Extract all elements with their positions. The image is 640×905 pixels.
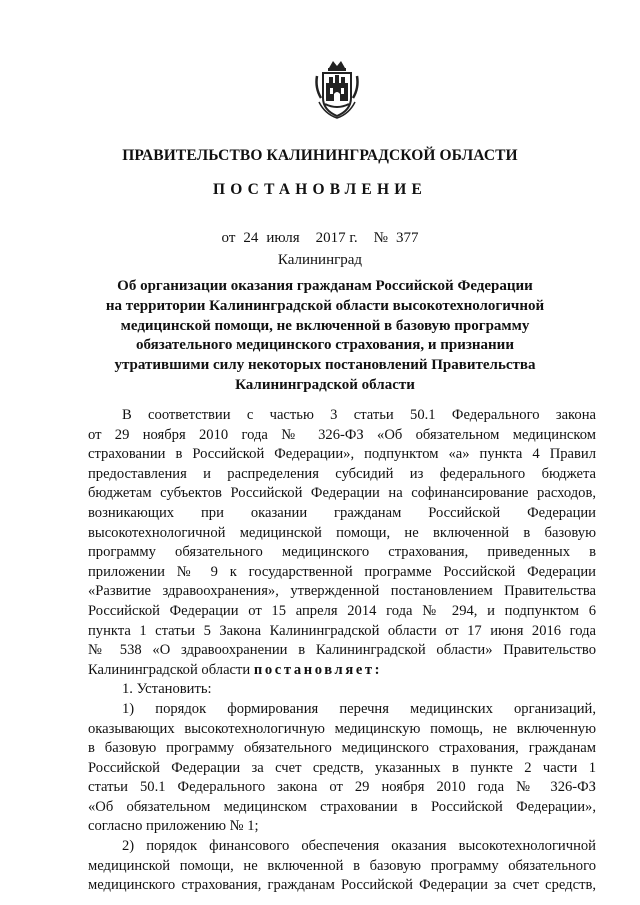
document-body	[88, 406, 596, 896]
body-line: оказывающих высокотехнологичную медицинскую помощь, не включенную	[88, 720, 596, 737]
body-line: медицинского страхования, гражданам Российской Федерации за счет средств,	[88, 877, 596, 894]
body-line: возникающих при оказании гражданам Российской Федерации	[88, 504, 596, 521]
number-sign: №	[373, 230, 388, 246]
body-line: бюджетам субъектов Российской Федерации на софинансирование расходов,	[88, 485, 596, 502]
body-line: приложении № 9 к государственной программе Российской Федерации	[88, 563, 596, 580]
document-number: 377	[395, 230, 419, 246]
title-line: обязательного медицинского страхования, и признании	[136, 337, 514, 354]
date-month: июля	[266, 230, 300, 246]
organization-name: ПРАВИТЕЛЬСТВО КАЛИНИНГРАДСКОЙ ОБЛАСТИ	[122, 147, 518, 164]
date-year: 2017 г.	[315, 230, 358, 246]
body-line: статьи 50.1 Федерального закона от 29 ноября 2010 года № 326-ФЗ	[88, 779, 596, 796]
coat-of-arms-icon	[313, 58, 361, 120]
title-line: Об организации оказания гражданам Российской Федерации	[117, 278, 533, 294]
body-line-resolution	[88, 661, 596, 681]
body-line: пункта 1 статьи 5 Закона Калининградской области от 17 июня 2016 года	[88, 622, 596, 639]
body-line: согласно приложению № 1;	[88, 818, 259, 835]
document-type: ПОСТАНОВЛЕНИЕ	[212, 181, 428, 198]
body-line: в базовую программу обязательного медицинского страхования, гражданам	[88, 740, 596, 757]
body-line: 1) порядок формирования перечня медицинских организаций,	[122, 700, 596, 717]
body-line: 1. Установить:	[122, 681, 212, 698]
body-line: программу обязательного медицинского страхования, приведенных в	[88, 544, 596, 561]
body-line: высокотехнологичной медицинской помощи, не включенной в базовую	[88, 524, 596, 541]
body-line: «Об обязательном медицинском страховании в Российской Федерации»,	[88, 798, 596, 815]
city: Калининград	[277, 252, 363, 268]
body-line: В соответствии с частью 3 статьи 50.1 Федерального закона	[122, 407, 596, 423]
resolves-word: постановляет:	[253, 661, 383, 678]
body-line: Российской Федерации за счет средств, указанных в пункте 2 части 1	[88, 759, 596, 776]
body-line: от 29 ноября 2010 года № 326-ФЗ «Об обязательном медицинском	[88, 426, 596, 443]
document-title	[90, 277, 560, 396]
date-prefix: от	[221, 230, 236, 246]
title-line: на территории Калининградской области высокотехнологичной	[105, 297, 545, 314]
body-line: медицинской помощи, не включенной в базовую программу обязательного	[88, 857, 596, 874]
body-line: страховании в Российской Федерации», подпунктом «а» пункта 4 Правил	[88, 446, 596, 463]
body-line: «Развитие здравоохранения», утвержденной постановлением Правительства	[88, 583, 596, 600]
body-line: № 538 «О здравоохранении в Калининградской области» Правительство	[88, 642, 596, 659]
title-line: утратившими силу некоторых постановлений Правительства	[114, 357, 536, 374]
body-line: предоставления и распределения субсидий из федерального бюджета	[88, 465, 596, 482]
date-number-line	[0, 230, 640, 247]
body-line: Российской Федерации от 15 апреля 2014 года № 294, и подпунктом 6	[88, 602, 596, 619]
body-line: Калининградской области	[88, 661, 251, 678]
date-day: 24	[243, 230, 259, 246]
body-line: 2) порядок финансового обеспечения оказания высокотехнологичной	[122, 838, 596, 855]
title-line: медицинской помощи, не включенной в базовую программу	[120, 317, 530, 334]
title-line: Калининградской области	[235, 376, 415, 393]
